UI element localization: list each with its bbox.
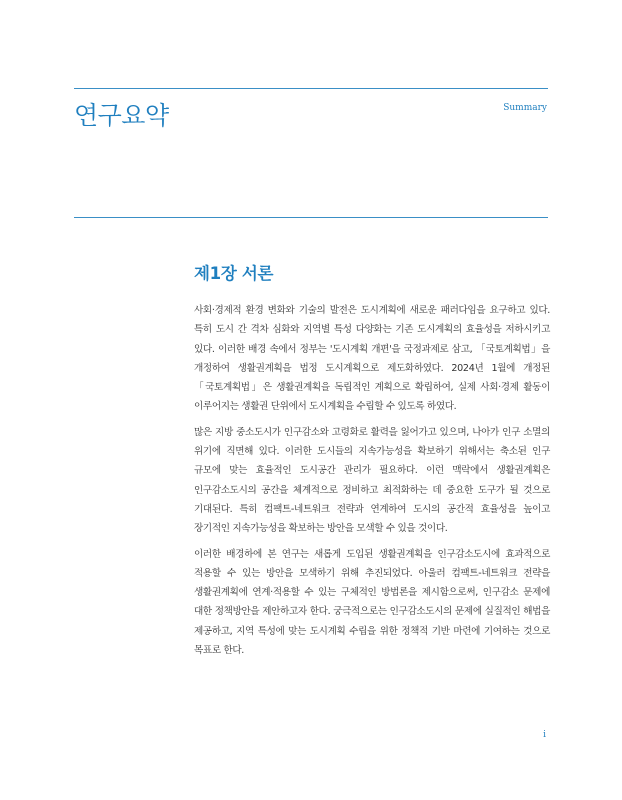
body-text [194, 301, 550, 666]
header-bottom-rule [74, 217, 548, 218]
summary-label: Summary [503, 103, 547, 113]
paragraph-3: 이러한 배경하에 본 연구는 새롭게 도입된 생활권계획을 인구감소도시에 효과적으로 적용할 수 있는 방안을 모색하기 위해 추진되었다. 아울러 컴팩트-네트워크 전략을 생활권계획에 연계·적용할 수 있는 구체적인 방법론을 제시함으로써, 인구감소 문제에 대한 정책방안을 제안하고자 한다. 궁극적으로는 인구감소도시의 문제에 실질적인 해법을 제공하고, 지역 특성에 맞는 도시계획 수립을 위한 정책적 기반 마련에 기여하는 것으로 목표로 한다. [194, 548, 550, 657]
page-title: 연구요약 [74, 101, 169, 130]
paragraph-2: 많은 지방 중소도시가 인구감소와 고령화로 활력을 잃어가고 있으며, 나아가 인구 소멸의 위기에 직면해 있다. 이러한 도시들의 지속가능성을 확보하기 위해서는 축소된 인구 규모에 맞는 효율적인 도시공간 관리가 필요하다. 이런 맥락에서 생활권계획은 인구감소도시의 공간을 체계적으로 정비하고 최적화하는 데 중요한 도구가 될 것으로 기대된다. 특히 컴팩트-네트워크 전략과 연계하여 도시의 공간적 효율성을 높이고 장기적인 지속가능성을 확보하는 방안을 모색할 수 있을 것이다. [194, 426, 550, 535]
header-top-rule [74, 88, 548, 89]
chapter-title: 제1장 서론 [194, 264, 274, 283]
paragraph-1: 사회·경제적 환경 변화와 기술의 발전은 도시계획에 새로운 패러다임을 요구하고 있다. 특히 도시 간 격차 심화와 지역별 특성 다양화는 기존 도시계획의 효율성을 저하시키고 있다. 이러한 배경 속에서 정부는 '도시계획 개편'을 국정과제로 삼고, 「국토계획법」을 개정하여 생활권계획을 법정 도시계획으로 제도화하였다. 2024년 1월에 개정된「국토계획법」은 생활권계획을 독립적인 계획으로 확립하여, 실제 사회·경제 활동이 이루어지는 생활권 단위에서 도시계획을 수립할 수 있도록 하였다. [194, 305, 550, 413]
page-number: i [543, 730, 546, 740]
